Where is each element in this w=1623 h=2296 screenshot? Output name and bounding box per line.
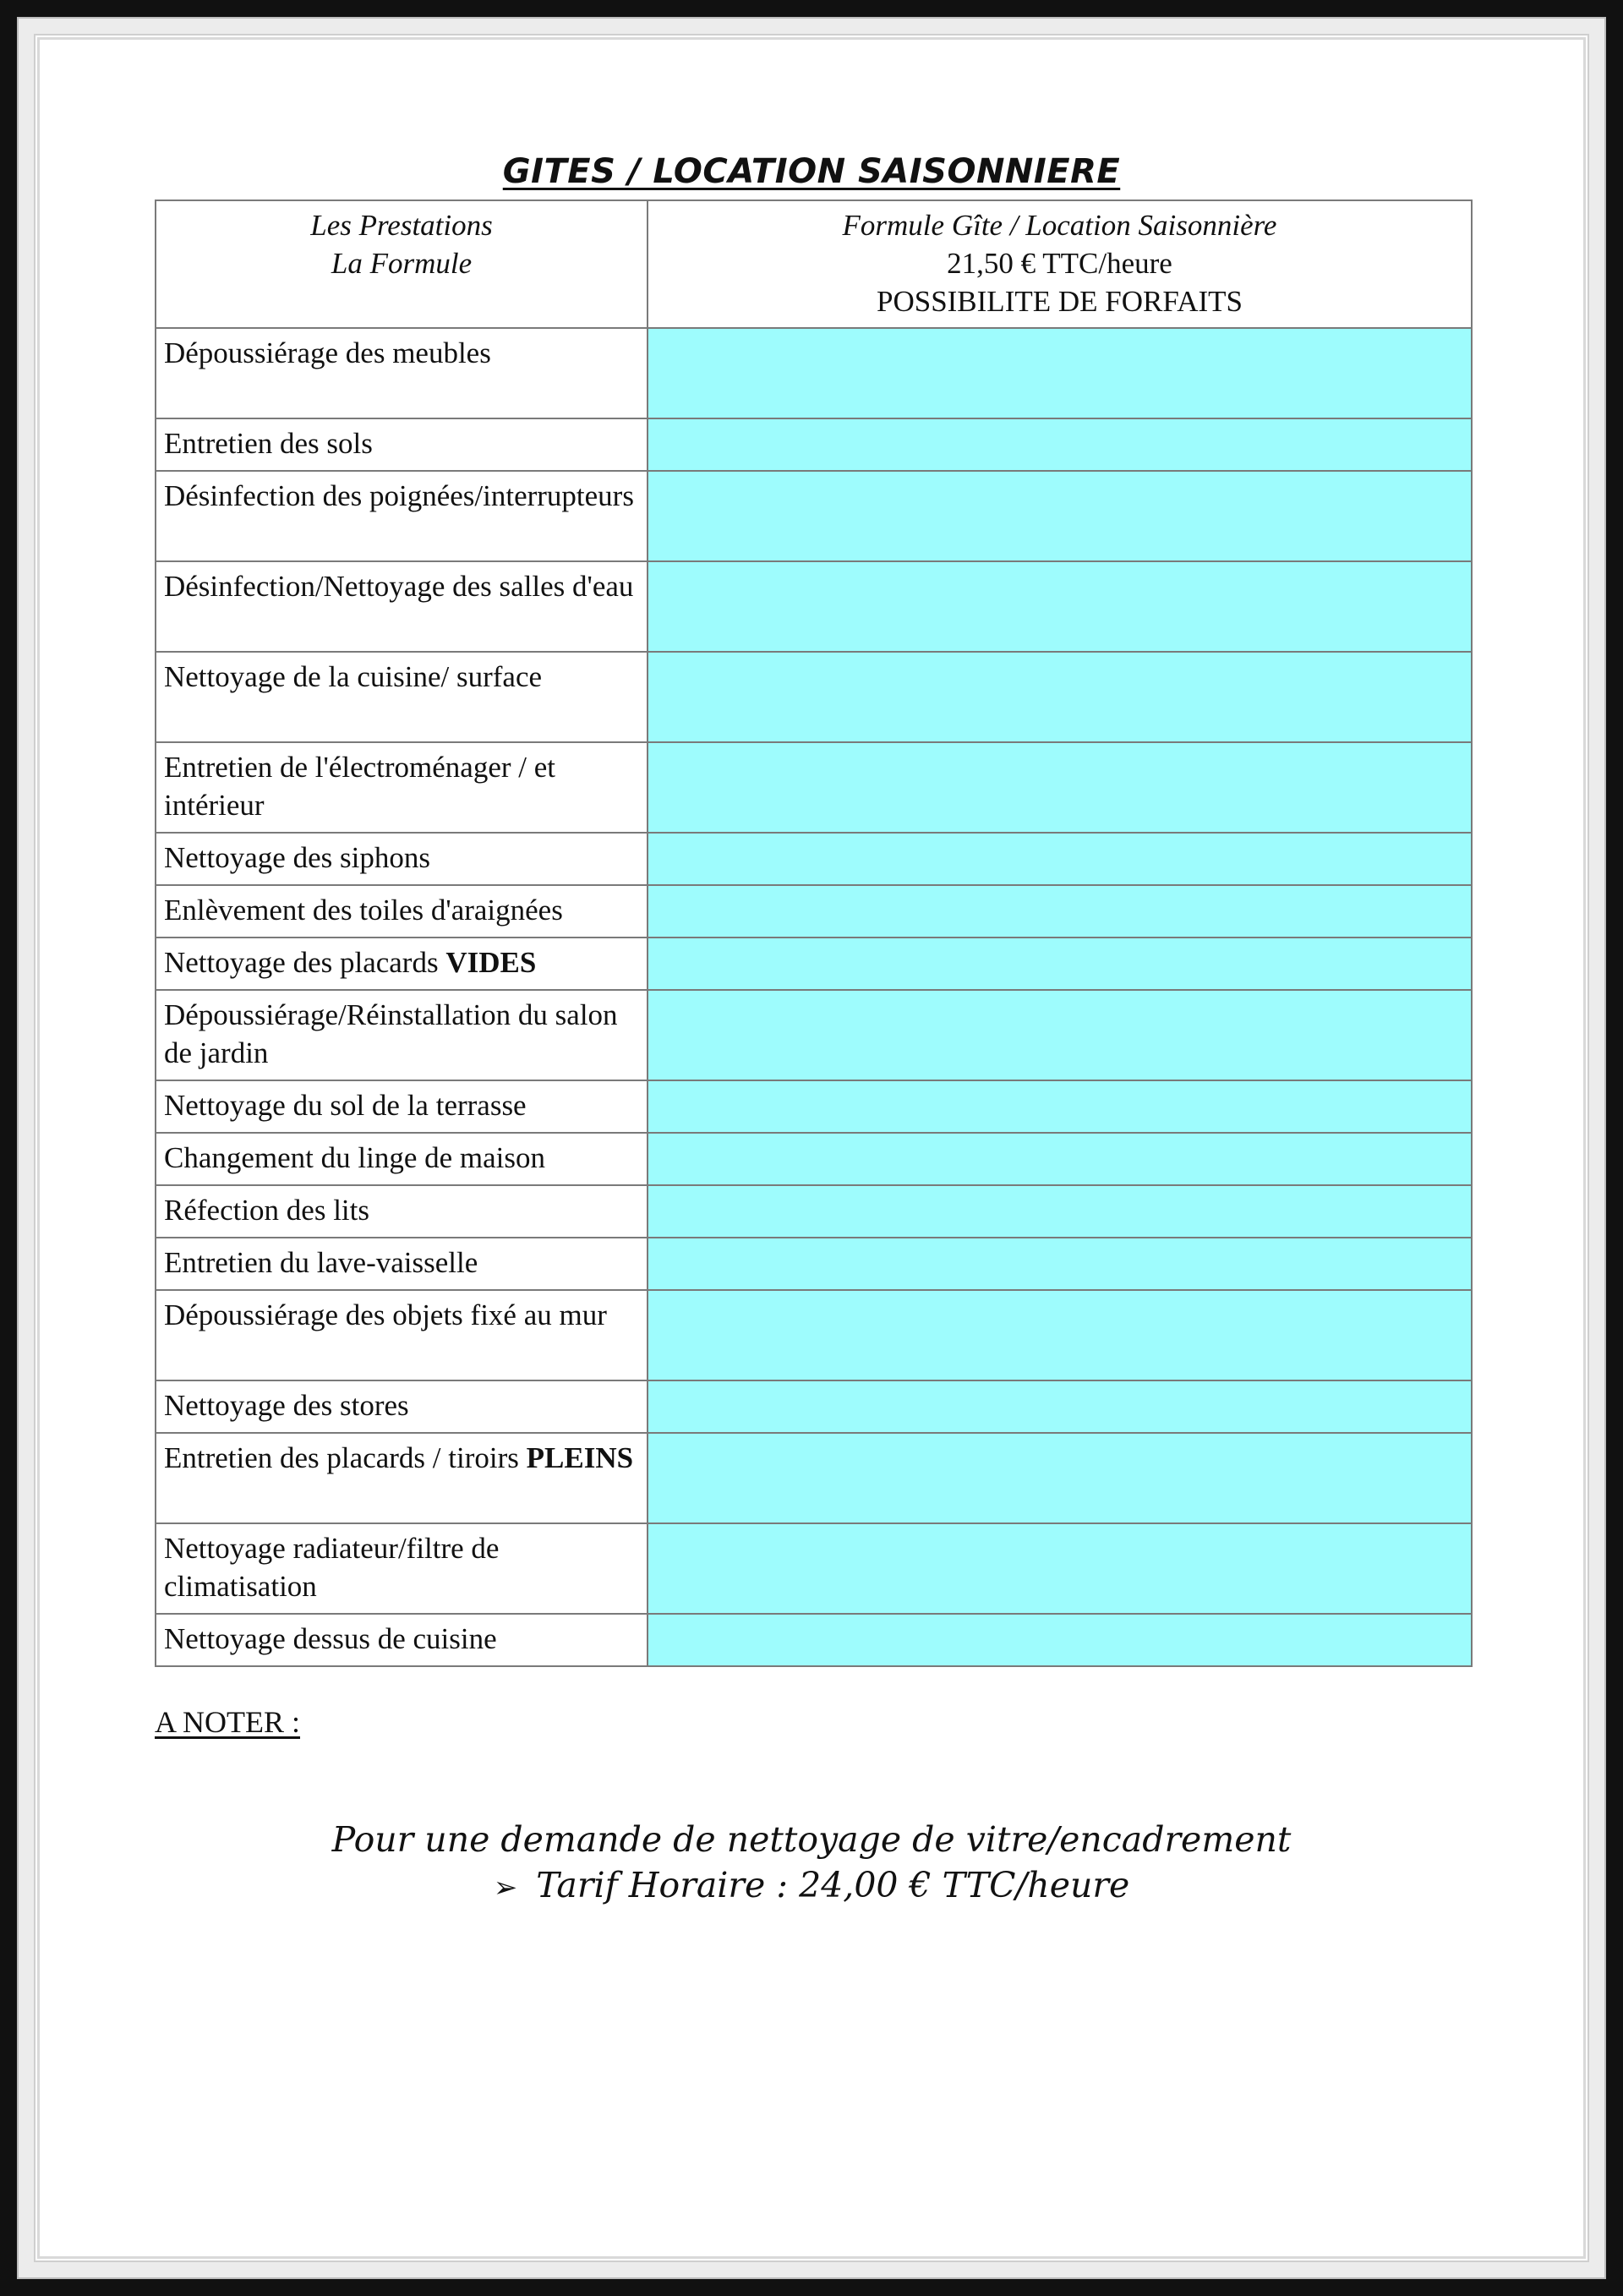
formula-cell [648, 885, 1472, 938]
service-cell [156, 1614, 648, 1666]
header-formule [648, 200, 1472, 328]
note-label: A NOTER : [155, 1705, 301, 1739]
formula-cell [648, 938, 1472, 990]
service-cell [156, 1380, 648, 1433]
table-row [156, 1523, 1472, 1614]
service-label: Nettoyage dessus de cuisine [164, 1622, 497, 1655]
table-row [156, 652, 1472, 742]
service-cell [156, 1238, 648, 1290]
formula-cell [648, 990, 1472, 1080]
table-row [156, 1080, 1472, 1133]
formula-cell [648, 1080, 1472, 1133]
service-label: Dépoussiérage/Réinstallation du salon de jardin [164, 998, 618, 1069]
header-prestations [156, 200, 648, 328]
hourly-rate-text: Tarif Horaire : 24,00 € TTC/heure [536, 1865, 1130, 1905]
service-cell [156, 1433, 648, 1523]
formula-cell [648, 1185, 1472, 1238]
header-formula-name: Formule Gîte / Location Saisonnière [842, 209, 1277, 242]
service-cell [156, 990, 648, 1080]
formula-cell [648, 1380, 1472, 1433]
formula-cell [648, 1290, 1472, 1380]
formula-cell [648, 652, 1472, 742]
table-row [156, 938, 1472, 990]
service-cell [156, 328, 648, 418]
service-cell [156, 938, 648, 990]
service-cell [156, 1523, 648, 1614]
service-label: Réfection des lits [164, 1194, 370, 1227]
formula-cell [648, 742, 1472, 833]
page-title: GITES / LOCATION SAISONNIERE [502, 152, 1121, 191]
header-forfaits: POSSIBILITE DE FORFAITS [876, 285, 1243, 318]
note-window-cleaning: Pour une demande de nettoyage de vitre/encadrement [331, 1819, 1292, 1860]
header-left-line-1: Les Prestations [310, 209, 493, 242]
service-label: Nettoyage des siphons [164, 841, 430, 874]
table-row [156, 1614, 1472, 1666]
table-row [156, 1290, 1472, 1380]
service-label: Nettoyage des stores [164, 1389, 409, 1422]
table-row [156, 742, 1472, 833]
service-label: Dépoussiérage des objets fixé au mur [164, 1298, 607, 1331]
table-row [156, 1380, 1472, 1433]
service-emphasis: VIDES [445, 946, 537, 979]
formula-cell [648, 833, 1472, 885]
formula-cell [648, 1433, 1472, 1523]
service-label: Entretien des sols [164, 427, 373, 460]
header-left-line-2: La Formule [331, 247, 473, 280]
table-row [156, 1185, 1472, 1238]
service-label: Nettoyage de la cuisine/ surface [164, 660, 543, 693]
service-label: Entretien de l'électroménager / et intérieur [164, 751, 556, 822]
service-label: Désinfection des poignées/interrupteurs [164, 479, 634, 512]
table-row [156, 1238, 1472, 1290]
table-row [156, 990, 1472, 1080]
service-label: Nettoyage des placards [164, 946, 446, 979]
service-cell [156, 471, 648, 561]
service-label: Nettoyage du sol de la terrasse [164, 1089, 527, 1122]
service-label: Nettoyage radiateur/filtre de climatisation [164, 1532, 500, 1603]
service-cell [156, 1185, 648, 1238]
formula-cell [648, 1523, 1472, 1614]
service-emphasis: PLEINS [526, 1441, 634, 1474]
note-hourly-rate [0, 1865, 1623, 1905]
formula-cell [648, 1133, 1472, 1185]
service-cell [156, 1080, 648, 1133]
service-cell [156, 1290, 648, 1380]
service-cell [156, 1133, 648, 1185]
service-cell [156, 885, 648, 938]
service-label: Entretien du lave-vaisselle [164, 1246, 478, 1279]
formula-cell [648, 1614, 1472, 1666]
service-cell [156, 652, 648, 742]
service-cell [156, 418, 648, 471]
service-label: Entretien des placards / tiroirs [164, 1441, 527, 1474]
formula-cell [648, 561, 1472, 652]
header-price: 21,50 € TTC/heure [947, 247, 1172, 280]
formula-cell [648, 418, 1472, 471]
table-row [156, 471, 1472, 561]
table-row [156, 561, 1472, 652]
table-row [156, 328, 1472, 418]
service-label: Dépoussiérage des meubles [164, 336, 491, 369]
service-label: Enlèvement des toiles d'araignées [164, 894, 563, 927]
table-row [156, 833, 1472, 885]
formula-cell [648, 1238, 1472, 1290]
formula-cell [648, 471, 1472, 561]
table-row [156, 1433, 1472, 1523]
service-cell [156, 833, 648, 885]
table-row [156, 1133, 1472, 1185]
table-header-row [156, 200, 1472, 328]
service-label: Changement du linge de maison [164, 1141, 546, 1174]
service-label: Désinfection/Nettoyage des salles d'eau [164, 570, 634, 603]
services-table [155, 200, 1473, 1667]
arrow-bullet-icon: ➢ [493, 1871, 518, 1905]
formula-cell [648, 328, 1472, 418]
service-cell [156, 742, 648, 833]
table-row [156, 418, 1472, 471]
table-row [156, 885, 1472, 938]
service-cell [156, 561, 648, 652]
